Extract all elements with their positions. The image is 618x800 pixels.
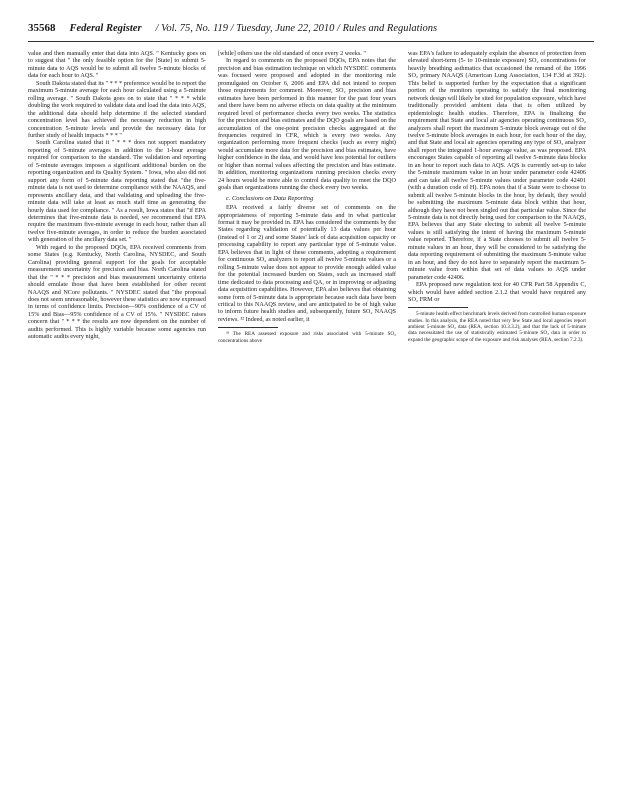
paragraph: South Carolina stated that it " * * * does not support mandatory reporting of 5-minute averages in addition to the 1-hour average required for comparison to the standard. The validation and reporting of 5-minute averages imposes a significant additional burden on the reporting organization and its Quality System. " Iowa, who also did not support any form of 5-minute data reporting stated that "the five-minute data is not used to determine compliance with the NAAQS, and represents ancillary data, and that validating and uploading the five-minute data will take at least as much staff time as generating the hourly data used for compliance. " As a result, Iowa states that "if EPA determines that five-minute data is needed, we recommend that EPA require the maximum five-minute average in each hour, rather than all twelve five-minute averages, in order to reduce the burden associated with generation of the ancillary data set. " (28, 139, 206, 244)
paragraph: was EPA's failure to adequately explain the absence of protection from elevated short-term (5- to 10-minute exposure) SO₂ concentrations for heavily breathing asthmatics that occasioned the remand of the 1996 SO₂ primary NAAQS (American Lung Association, 134 F.3d at 392). This belief is supported further by the expectation that a significant portion of the monitors operating to satisfy the final monitoring network design will likely be sited for population exposure, which have traditionally provided ambient data that is often utilized by epidemiologic health studies. Therefore, EPA is finalizing the requirement that State and local air agencies operating continuous SO₂ analyzers shall report the maximum 5-minute block average out of the twelve 5-minute block averages in each hour, for each hour of the day, and that State and local air agencies operating any type of SO₂ analyzer shall report the integrated 1-hour average value, as was proposed. EPA encourages States capable of reporting all twelve 5-minute data blocks in an hour to report such data to AQS. AQS is currently set-up to take the 5-minute maximum value in an hour under parameter code 42406 and can take all twelve 5-minute values under parameter code 42401 (with a duration code of H). EPA notes that if a State were to choose to submit all twelve 5-minute blocks in the hour, by default, they would be submitting the maximum 5-minute data block within that hour, although they have not been singled out that particular value. Since the 5-minute data is not directly being used for comparison to the NAAQS, EPA believes that any State electing to submit all twelve 5-minute values is still satisfying the intent of having the maximum 5-minute value reported. Therefore, if a State chooses to submit all twelve 5-minute values in an hour, they will be considered to be satisfying the data reporting requirement of submitting the maximum 5-minute value in an hour, and they do not have to separately report the maximum 5-minute value from within that set of data values to AQS under parameter code 42406. (408, 50, 586, 281)
issue-info: / Vol. 75, No. 119 / Tuesday, June 22, 2010 / Rules and Regulations (155, 23, 438, 34)
footnote-rule (218, 327, 278, 328)
text-columns (28, 50, 594, 788)
page-number: 35568 (28, 22, 56, 34)
paragraph: [while] others use the old standard of once every 2 weeks. " (218, 50, 366, 57)
paragraph: With regard to the proposed DQOs, EPA received comments from some States (e.g. Kentucky, North Carolina, NYSDEC, and South Carolina) providing general support for the goals for acceptable measurement uncertainty for precision and bias. North Carolina stated that the " * * * precision and bias measurement uncertainty criteria should emulate those that have been established for other recent NAAQS and NCore pollutants. " NYSDEC stated that "the proposal does not seem unreasonable, however these statistics are now expressed in terms of confidence limits. Precision—90% confidence of a CV of 15% and Bias—95% confidence of a CV of 15%. " NYSDEC raises concern that " * * * the results are now dependent on the number of audits performed. This is highly variable because some agencies run automatic audits every night, (28, 243, 206, 341)
column-2 (218, 50, 396, 788)
column-3 (408, 50, 586, 788)
column-1 (28, 50, 206, 788)
paragraph: EPA received a fairly diverse set of comments on the appropriateness of reporting 5-minute data and in what particular format it may be provided in. EPA has considered the comments by the States regarding validation of potentially 13 data values per hour (instead of 1 or 2) and some States' lack of data acquisition capacity or processing capability to report any particular type of 5-minute value. EPA believes that in light of these comments, adopting a requirement for continuous SO₂ analyzers to report all twelve 5-minute values or a rolling 5-minute value does not appear to provide enough added value for the potential increased burden on States, such as increased staff time dedicated to data processing and QA, or in improving or adjusting data acquisition capabilities. However, EPA also believes that obtaining some form of 5-minute data is appropriate because such data have been critical to this NAAQS review, and are anticipated to be of high value to inform future health studies and, subsequently, future SO₂ NAAQS reviews. ³² Indeed, as noted earlier, it (218, 204, 396, 323)
paragraph: In regard to comments on the proposed DQOs, EPA notes that the precision and bias estimation technique on which NYSDEC comments was focused were proposed and adopted in the monitoring rule promulgated on October 6, 2006 and EPA did not intend to reopen those requirements for comment. Moreover, SO₂ precision and bias estimates have been performed in this manner for the past four years and there have been no adverse effects on data quality at the minimum required level of performance checks every two weeks. The statistics for the precision and bias estimates and the DQO goals are based on the accumulation of the one-point precision checks aggregated at the frequencies required in CFR, which is every two weeks. Any organization performing more frequent checks (such as every night) would accumulate more data for the precision and bias estimates, have higher confidence in the data, and would have less potential for outliers or higher than normal values affecting the precision and bias estimate. In addition, monitoring organizations running precision checks every 24 hours would be more able to control data quality to meet the DQO goals than organizations running the check every two weeks. (218, 57, 396, 192)
paragraph: EPA proposed new regulation text for 40 CFR Part 58 Appendix C, which would have added section 2.1.2 that would have required any SO₂ FRM or (408, 281, 586, 303)
section-heading: c. Conclusions on Data Reporting (226, 194, 314, 202)
footnote-rule (408, 307, 468, 308)
publication-title: Federal Register (69, 23, 142, 34)
paragraph: value and then manually enter that data into AQS. " Kentucky goes on to suggest that " the only feasible option for the [State] to submit 5-minute data to AQS would be to submit all twelve 5-minute blocks of data for each hour to AQS. " (28, 50, 206, 80)
header-rule (28, 41, 594, 42)
footnote: 5-minute health effect benchmark levels derived from controlled human exposure studies. In this analysis, the REA noted that very few State and local agencies report ambient 5-minute SO₂ data (REA, section 10.3.3.2), and that the lack of 5-minute data necessitated the use of statistically estimated 5-minute SO₂ data in order to expand the geographic scope of the exposure and risk analyses (REA, section 7.2.3). (408, 311, 586, 343)
paragraph: South Dakota stated that its " * * * preference would be to report the maximum 5-minute average for each hour calculated using a 5-minute rolling average. " South Dakota goes on to state that " * * * while doubling the work required to validate data and load the data into AQS, the additional data should help determine if the selected standard concentration level has achieved the necessary reduction in high concentration 5-minute levels and provide the necessary data for further study of health impacts * * * " (28, 79, 206, 139)
page-header (28, 22, 594, 38)
footnote: ³² The REA assessed exposure and risks associated with 5-minute SO₂ concentrations above (218, 331, 396, 344)
